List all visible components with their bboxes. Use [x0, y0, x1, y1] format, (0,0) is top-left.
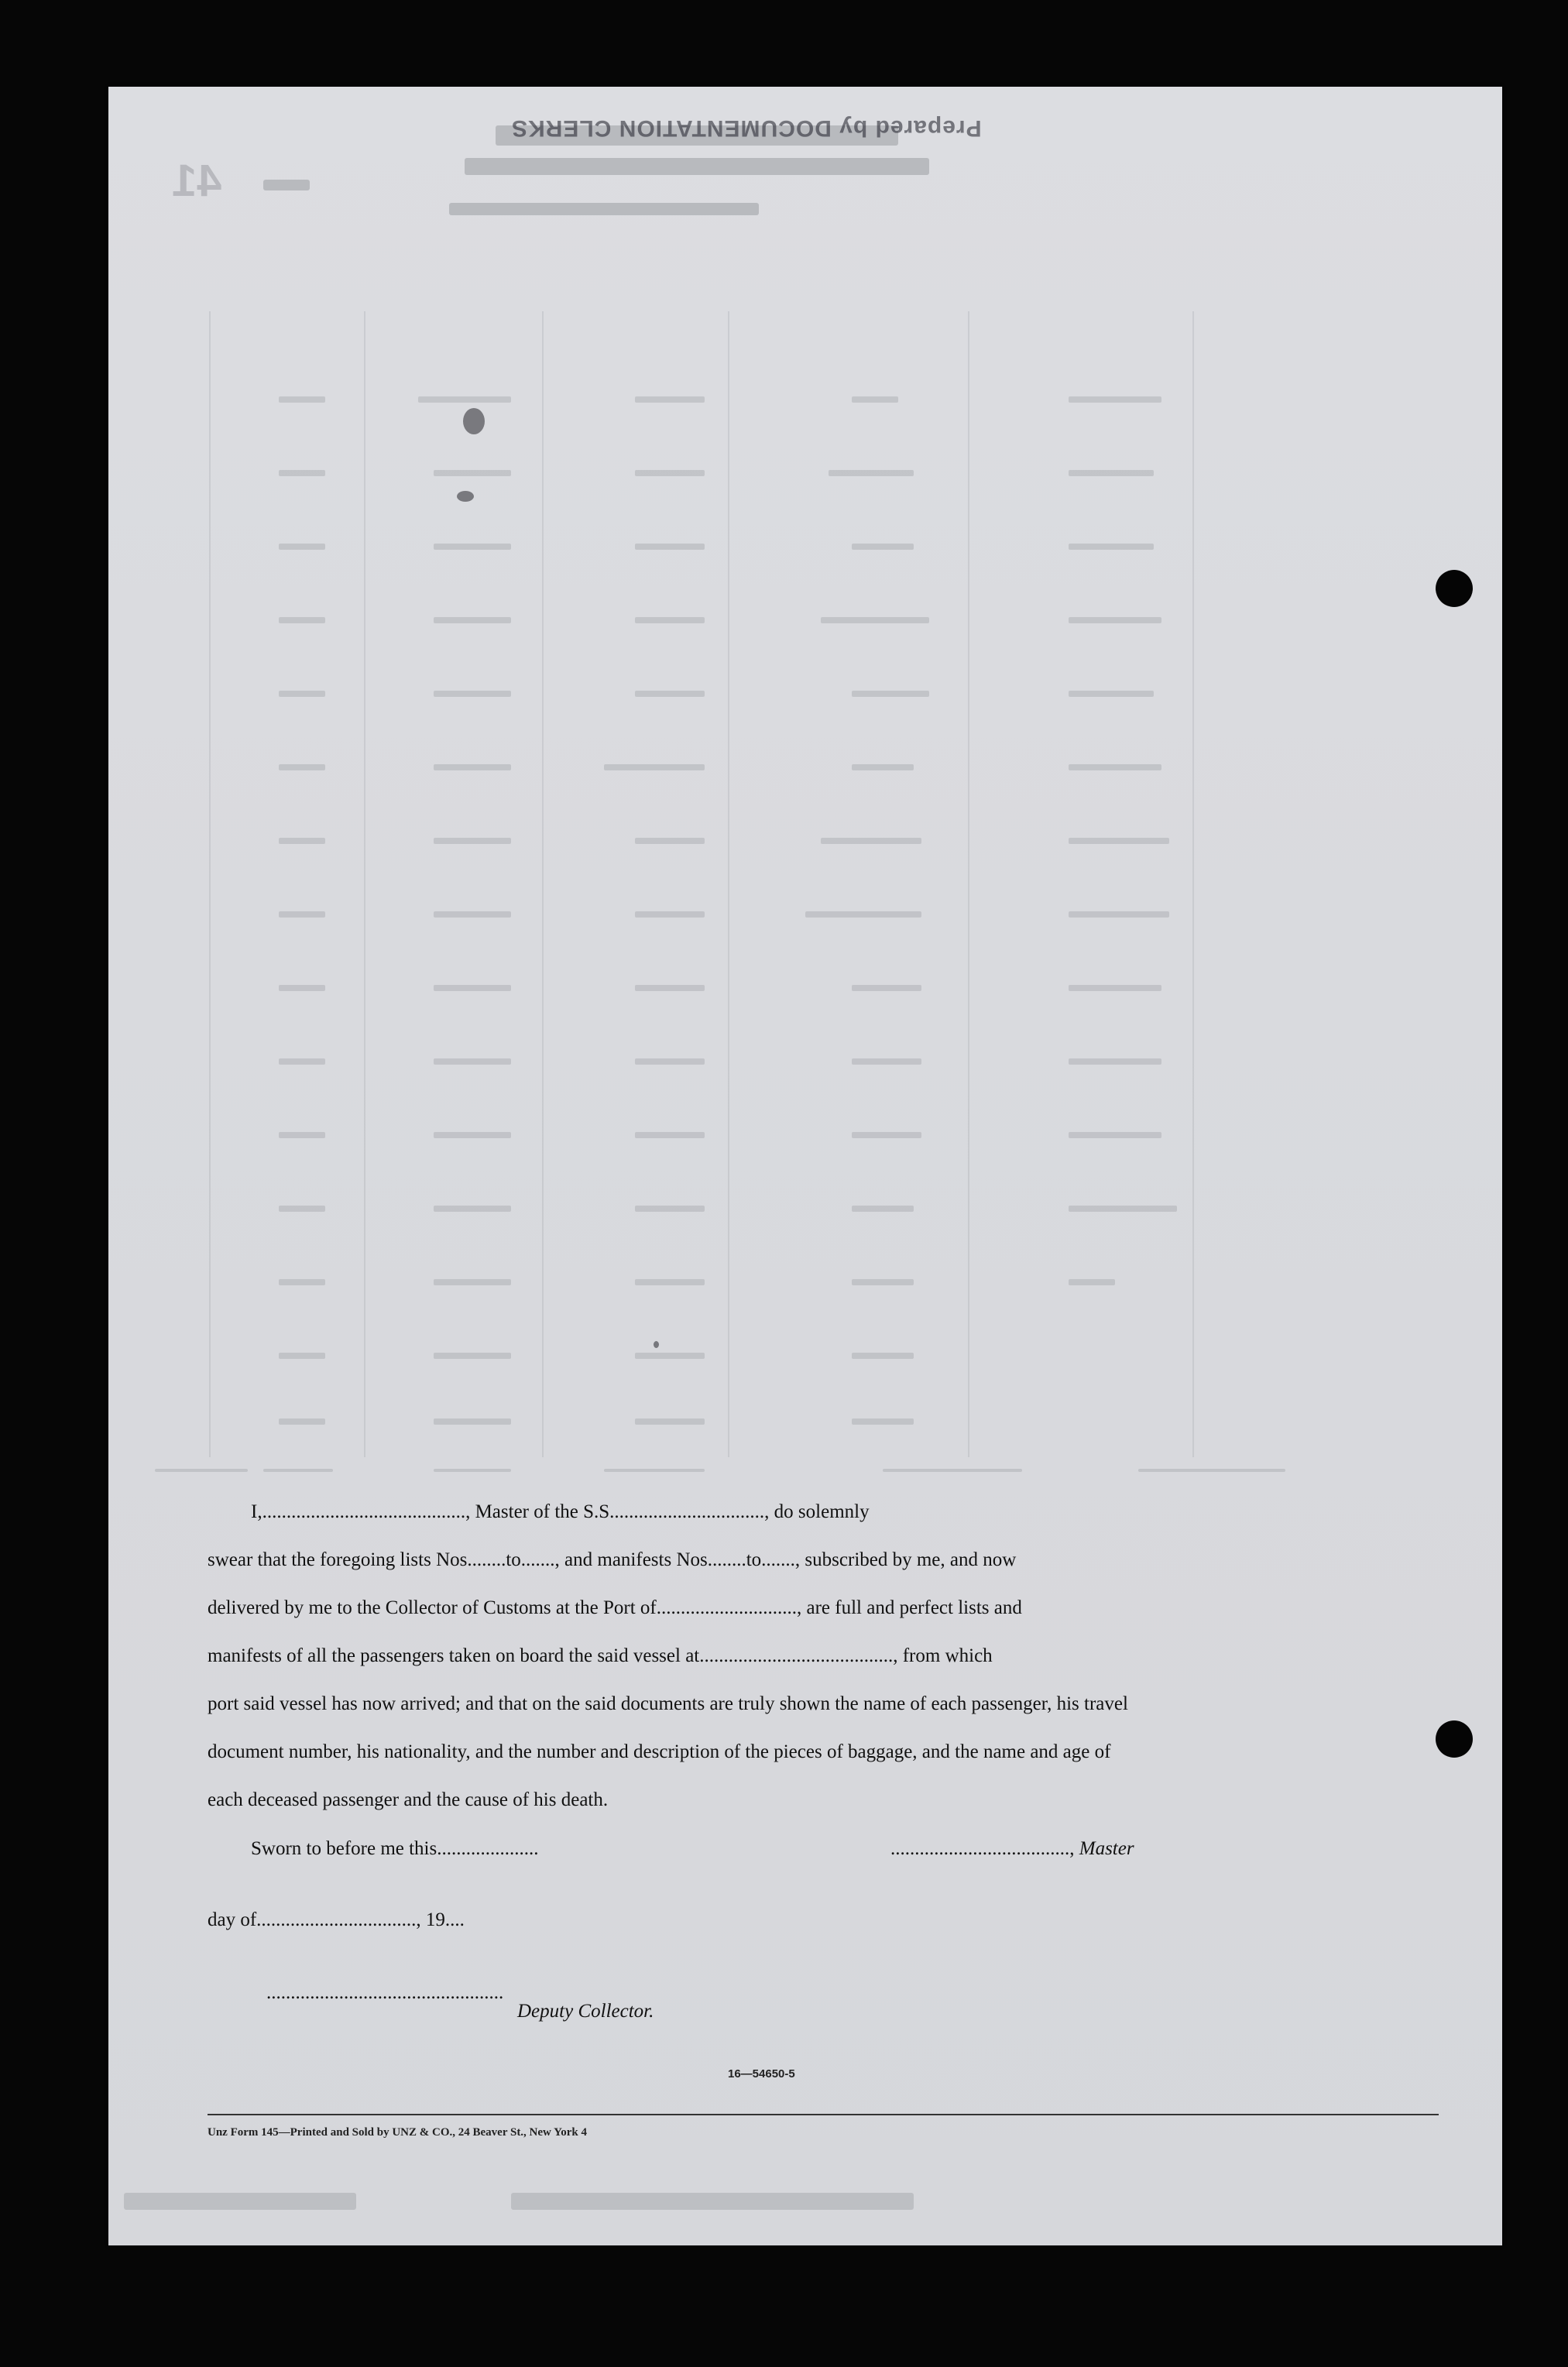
- oath-line-2: swear that the foregoing lists Nos........to......., and manifests Nos........to......., subscribed by me, and now: [208, 1549, 1017, 1570]
- oath-line-4: manifests of all the passengers taken on board the said vessel at........................................, from which: [208, 1645, 993, 1666]
- master-dots: .....................................,: [890, 1838, 1075, 1859]
- collector-dots: .................................................: [266, 1982, 504, 2003]
- oath-paragraph: [208, 1488, 1446, 1824]
- printer-imprint: Unz Form 145—Printed and Sold by UNZ & CO., 24 Beaver St., New York 4: [208, 2126, 587, 2139]
- form-code: 16—54650-5: [728, 2067, 795, 2081]
- master-label: Master: [1079, 1838, 1134, 1859]
- signature-block: [208, 1838, 1446, 2055]
- sworn-line: Sworn to before me this.....................: [251, 1838, 539, 1859]
- oath-line-6: document number, his nationality, and the number and description of the pieces of baggage, and the name and age of: [208, 1741, 1111, 1762]
- bleed-through-number: 41: [172, 156, 222, 206]
- footer-divider: [208, 2114, 1439, 2115]
- bleed-through-prepared: Prepared by DOCUMENTATION CLERKS: [511, 115, 982, 141]
- oath-line-1: I,.........................................., Master of the S.S................................, do solemnly: [251, 1501, 870, 1522]
- punch-hole-top: [1436, 570, 1473, 607]
- document-page: [108, 87, 1502, 2245]
- bleed-through-header: [403, 94, 1100, 195]
- master-signature-line: [890, 1838, 1134, 1860]
- oath-line-3: delivered by me to the Collector of Customs at the Port of............................., are full and perfect lists and: [208, 1597, 1022, 1618]
- oath-line-7: each deceased passenger and the cause of his death.: [208, 1789, 609, 1810]
- deputy-collector-label: Deputy Collector.: [517, 2001, 654, 2022]
- day-of-line: day of................................., 19....: [208, 1909, 465, 1930]
- oath-line-5: port said vessel has now arrived; and that on the said documents are truly shown the name of each passenger, his travel: [208, 1693, 1128, 1714]
- bleed-through-footer: [108, 2193, 1502, 2239]
- punch-hole-bottom: [1436, 1720, 1473, 1758]
